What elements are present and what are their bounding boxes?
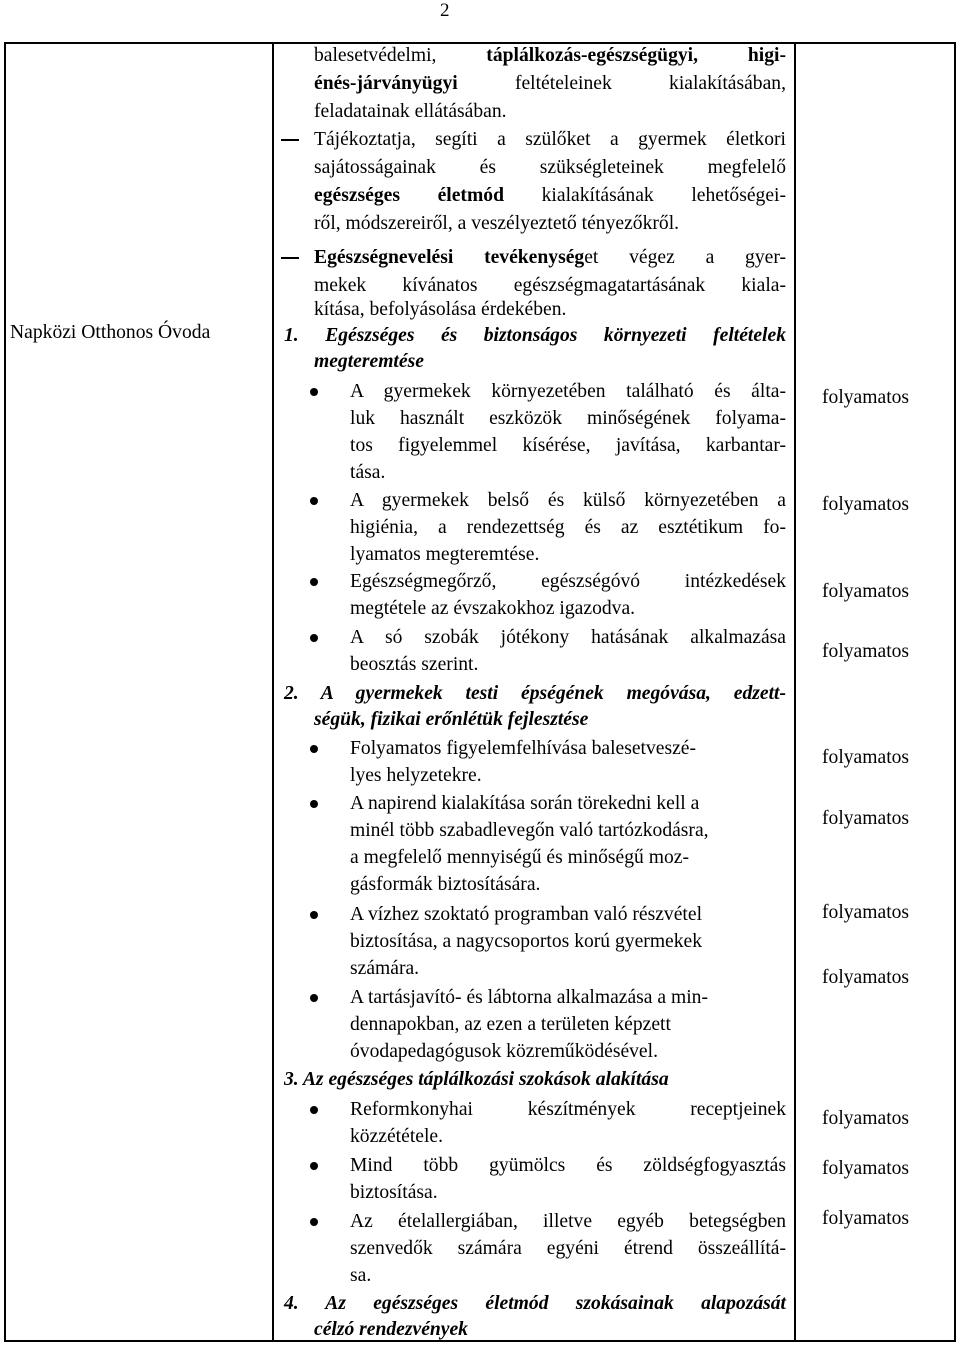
intro-line: balesetvédelmi, táplálkozás-egészségügyi, higi- bbox=[314, 45, 786, 66]
section-heading: 2. A gyermekek testi épségének megóvása, edzett- bbox=[284, 683, 786, 704]
intro-line: feladatainak ellátásában. bbox=[314, 101, 507, 122]
bullet-line: sa. bbox=[350, 1265, 372, 1286]
section-heading: 1. Egészséges és biztonságos környezeti feltételek bbox=[284, 325, 786, 346]
status-cell: folyamatos bbox=[822, 747, 910, 768]
bullet-line: tása. bbox=[350, 462, 386, 483]
bullet-dot bbox=[310, 911, 318, 919]
bullet-line: megtétele az évszakokhoz igazodva. bbox=[350, 598, 636, 619]
page-number: 2 bbox=[440, 0, 450, 21]
status-cell: folyamatos bbox=[822, 581, 910, 602]
dash-item-line: sajátosságainak és szükségleteinek megfelelő bbox=[314, 157, 786, 178]
bullet-line: tos figyelemmel kísérése, javítása, karbantar- bbox=[350, 435, 786, 456]
bullet-dot bbox=[310, 1162, 318, 1170]
bullet-line: lyamatos megteremtése. bbox=[350, 544, 540, 565]
bullet-line: biztosítása, a nagycsoportos korú gyermekek bbox=[350, 931, 703, 952]
section-heading: 3. Az egészséges táplálkozási szokások alakítása bbox=[284, 1069, 669, 1090]
section-heading: célzó rendezvények bbox=[314, 1319, 468, 1340]
bullet-line: A vízhez szoktató programban való részvétel bbox=[350, 904, 703, 925]
status-cell: folyamatos bbox=[822, 1158, 910, 1179]
bullet-line: beosztás szerint. bbox=[350, 654, 479, 675]
bullet-line: Folyamatos figyelemfelhívása balesetveszé- bbox=[350, 738, 697, 759]
institution-label: Napközi Otthonos Óvoda bbox=[10, 322, 211, 343]
status-cell: folyamatos bbox=[822, 494, 910, 515]
bullet-dot bbox=[310, 1106, 318, 1114]
dash-item-line: ről, módszereiről, a veszélyeztető tényezőkről. bbox=[314, 213, 680, 234]
bullet-dot bbox=[310, 578, 318, 586]
status-cell: folyamatos bbox=[822, 641, 910, 662]
bullet-line: a megfelelő mennyiségű és minőségű moz- bbox=[350, 847, 689, 868]
dash-item-line: Tájékoztatja, segíti a szülőket a gyermek életkori bbox=[314, 129, 786, 150]
bullet-dot bbox=[310, 1218, 318, 1226]
bullet-line: A gyermekek belső és külső környezetében a bbox=[350, 490, 786, 511]
bullet-line: dennapokban, az ezen a területen képzett bbox=[350, 1014, 671, 1035]
intro-line: énés-járványügyi feltételeinek kialakításában, bbox=[314, 73, 786, 94]
bullet-dot bbox=[310, 634, 318, 642]
bullet-line: A gyermekek környezetében található és álta- bbox=[350, 381, 786, 402]
bullet-line: Reformkonyhai készítmények receptjeinek bbox=[350, 1099, 786, 1120]
bullet-dot bbox=[310, 497, 318, 505]
bullet-line: közzététele. bbox=[350, 1126, 444, 1147]
table-bottom-border bbox=[4, 1340, 956, 1342]
bullet-dot bbox=[310, 800, 318, 808]
bullet-line: biztosítása. bbox=[350, 1182, 438, 1203]
status-cell: folyamatos bbox=[822, 902, 910, 923]
status-cell: folyamatos bbox=[822, 967, 910, 988]
bullet-dot bbox=[310, 745, 318, 753]
bullet-line: lyes helyzetekre. bbox=[350, 765, 482, 786]
section-heading: megteremtése bbox=[314, 351, 424, 372]
status-cell: folyamatos bbox=[822, 1108, 910, 1129]
status-cell: folyamatos bbox=[822, 808, 910, 829]
bullet-line: Az ételallergiában, illetve egyéb betegségben bbox=[350, 1211, 786, 1232]
bullet-line: luk használt eszközök minőségének folyama- bbox=[350, 408, 786, 429]
dash-bullet bbox=[281, 257, 299, 259]
bullet-line: Egészségmegőrző, egészségóvó intézkedések bbox=[350, 571, 786, 592]
bullet-line: A só szobák jótékony hatásának alkalmazása bbox=[350, 627, 786, 648]
status-cell: folyamatos bbox=[822, 1208, 910, 1229]
bullet-dot bbox=[310, 994, 318, 1002]
bullet-line: szenvedők számára egyéni étrend összeállítá- bbox=[350, 1238, 786, 1259]
bullet-line: A napirend kialakítása során törekedni kell a bbox=[350, 793, 700, 814]
bullet-line: óvodapedagógusok közreműködésével. bbox=[350, 1041, 658, 1062]
table-left-border bbox=[4, 42, 6, 1342]
section-heading: ségük, fizikai erőnlétük fejlesztése bbox=[314, 709, 589, 730]
dash-item-line: Egészségnevelési tevékenységet végez a gyer- bbox=[314, 247, 786, 268]
dash-bullet bbox=[281, 139, 299, 141]
bullet-line: Mind több gyümölcs és zöldségfogyasztás bbox=[350, 1155, 786, 1176]
table-right-border bbox=[954, 42, 956, 1342]
bullet-dot bbox=[310, 388, 318, 396]
bullet-line: A tartásjavító- és lábtorna alkalmazása a min- bbox=[350, 987, 708, 1008]
bullet-line: számára. bbox=[350, 958, 420, 979]
dash-item-line: mekek kívánatos egészségmagatartásának kiala- bbox=[314, 275, 786, 296]
dash-item-line: kítása, befolyásolása érdekében. bbox=[314, 299, 567, 320]
bullet-line: minél több szabadlevegőn való tartózkodásra, bbox=[350, 820, 709, 841]
column-divider-2 bbox=[794, 42, 796, 1342]
status-cell: folyamatos bbox=[822, 387, 910, 408]
dash-item-line: egészséges életmód kialakításának lehetőségei- bbox=[314, 185, 787, 206]
column-divider-1 bbox=[272, 42, 274, 1342]
section-heading: 4. Az egészséges életmód szokásainak alapozását bbox=[284, 1293, 786, 1314]
bullet-line: higiénia, a rendezettség és az esztétikum fo- bbox=[350, 517, 786, 538]
bullet-line: gásformák biztosítására. bbox=[350, 874, 541, 895]
